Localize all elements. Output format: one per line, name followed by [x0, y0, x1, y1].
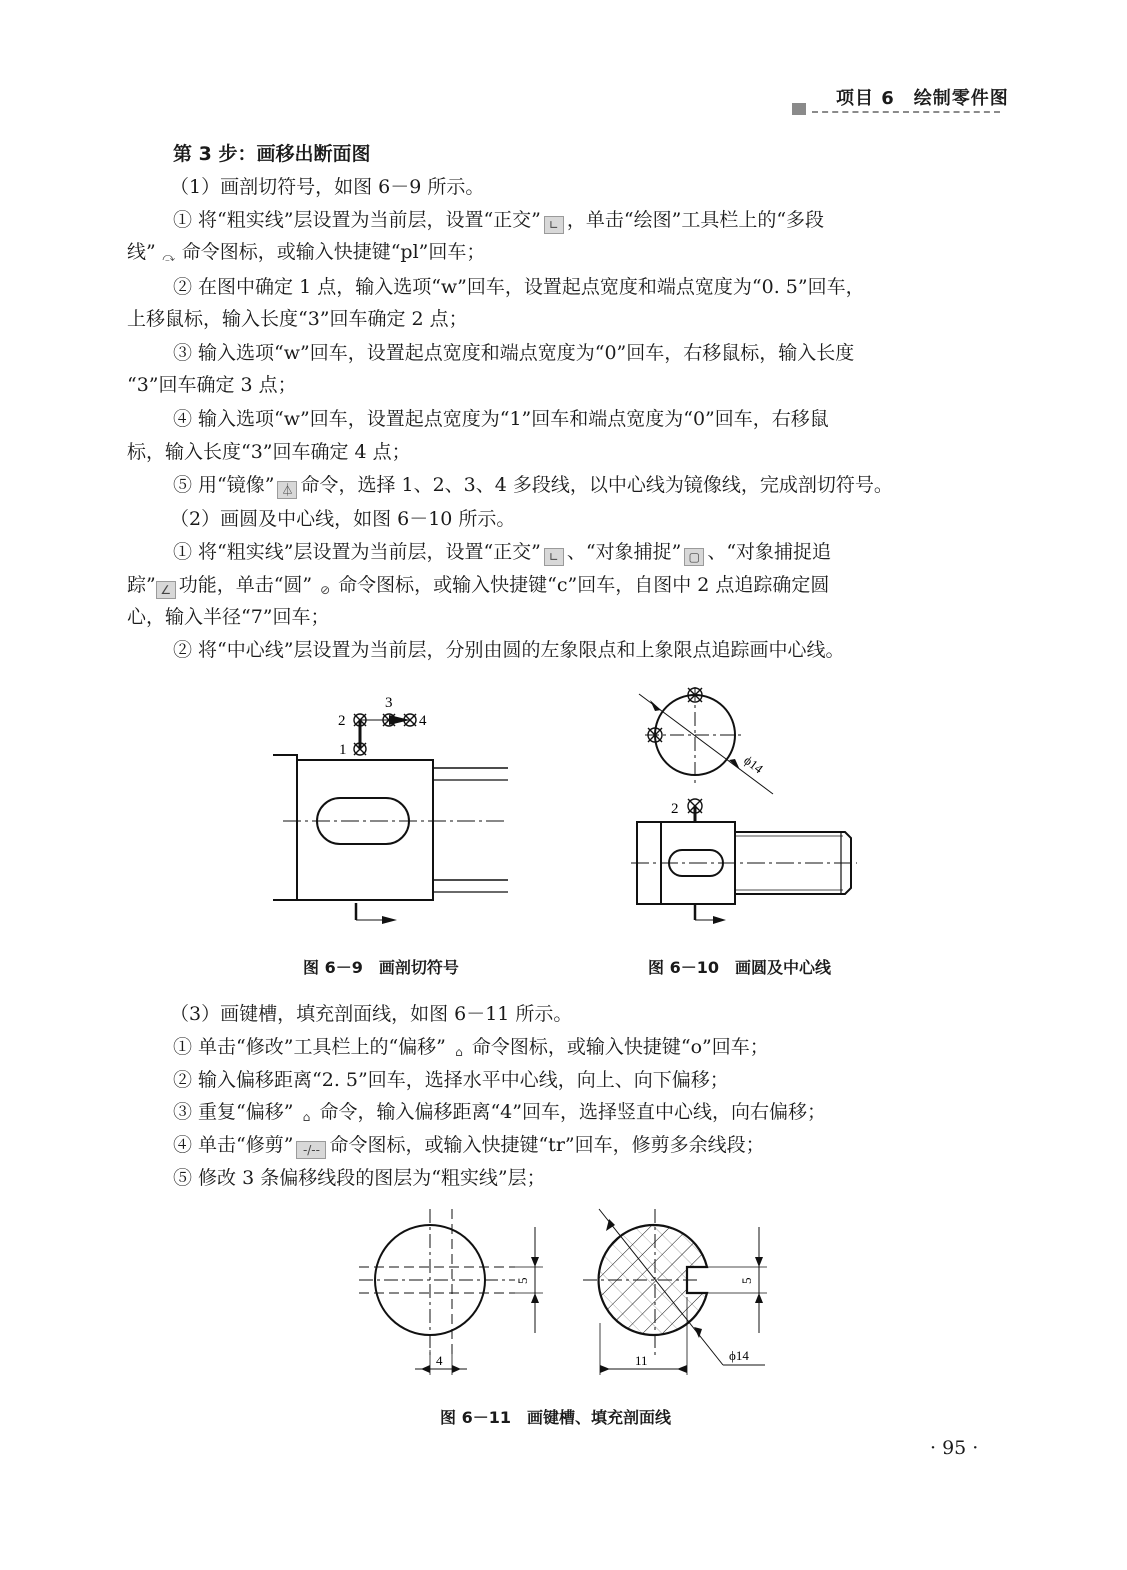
trim-icon: -/-- [296, 1141, 326, 1159]
offset-icon: ⌂ [455, 1045, 463, 1059]
mirror-icon: ⏃ [277, 481, 297, 499]
step-1-1-line1 [173, 208, 824, 234]
point-label-4: 4 [419, 713, 427, 729]
text: ③ 重复“偏移” [173, 1101, 294, 1123]
figure-6-10 [625, 682, 865, 936]
step-3-3 [173, 1100, 826, 1127]
step-3-1 [173, 1035, 769, 1062]
step-1-2-line2: 上移鼠标，输入长度“3”回车确定 2 点； [127, 308, 468, 330]
text: 命令图标，或输入快捷键“c”回车，自图中 2 点追踪确定圆 [338, 574, 830, 596]
right-dim-11: 11 [635, 1353, 648, 1368]
step-1-2-line1: ② 在图中确定 1 点，输入选项“w”回车，设置起点宽度和端点宽度为“0. 5”回车， [173, 276, 865, 298]
diameter-label: ϕ14 [741, 752, 767, 777]
text: 命令图标，或输入快捷键“tr”回车，修剪多余线段； [329, 1134, 765, 1156]
step-1-1-line2 [127, 240, 485, 267]
step-2-1-line2 [127, 573, 829, 600]
step-1-4-line1: ④ 输入选项“w”回车，设置起点宽度为“1”回车和端点宽度为“0”回车，右移鼠 [173, 408, 829, 430]
right-dim-5: 5 [739, 1277, 754, 1284]
text: ⑤ 用“镜像” [173, 474, 275, 496]
para-1: （1）画剖切符号，如图 6－9 所示。 [170, 176, 485, 198]
figure-6-9 [265, 690, 525, 934]
step-2-1-line3: 心，输入半径“7”回车； [127, 606, 330, 628]
text: 命令，输入偏移距离“4”回车，选择竖直中心线，向右偏移； [319, 1101, 826, 1123]
text: ① 将“粗实线”层设置为当前层，设置“正交” [173, 209, 541, 231]
figure-6-10-caption: 图 6－10 画圆及中心线 [648, 958, 831, 977]
text: 功能，单击“圆” [178, 574, 313, 596]
page-number: · 95 · [930, 1437, 979, 1459]
point-label-2: 2 [338, 713, 346, 729]
running-header: 项目 6 绘制零件图 [836, 88, 1009, 109]
figure-6-11 [355, 1205, 775, 1389]
step-2-2: ② 将“中心线”层设置为当前层，分别由圆的左象限点和上象限点追踪画中心线。 [173, 639, 845, 661]
text: 命令图标，或输入快捷键“pl”回车； [181, 241, 486, 263]
object-snap-icon: ▢ [684, 548, 704, 566]
text: 、“对象捕捉追 [707, 541, 832, 563]
text: 、“对象捕捉” [566, 541, 682, 563]
point-label-2: 2 [671, 801, 679, 817]
section-heading: 第 3 步：画移出断面图 [173, 143, 371, 165]
text: ① 单击“修改”工具栏上的“偏移” [173, 1036, 446, 1058]
text: ① 将“粗实线”层设置为当前层，设置“正交” [173, 541, 541, 563]
figure-6-11-caption: 图 6－11 画键槽、填充剖面线 [440, 1408, 671, 1427]
ortho-icon: ∟ [544, 548, 564, 566]
polyline-icon: ⤼ [162, 250, 176, 264]
snap-tracking-icon: ∠ [156, 581, 176, 599]
step-1-3-line1: ③ 输入选项“w”回车，设置起点宽度和端点宽度为“0”回车，右移鼠标，输入长度 [173, 342, 855, 364]
step-1-5 [173, 473, 893, 499]
header-rule [812, 111, 1000, 113]
step-2-1-line1 [173, 540, 831, 566]
text: ④ 单击“修剪” [173, 1134, 294, 1156]
figure-6-9-caption: 图 6－9 画剖切符号 [303, 958, 459, 977]
right-dim-diameter: ϕ14 [729, 1348, 749, 1363]
point-label-1: 1 [339, 742, 347, 758]
text: ，单击“绘图”工具栏上的“多段 [566, 209, 825, 231]
header-marker [792, 103, 806, 115]
offset-icon: ⌂ [302, 1110, 311, 1124]
step-1-3-line2: “3”回车确定 3 点； [127, 374, 297, 396]
text: 线” [127, 241, 156, 263]
text: 命令图标，或输入快捷键“o”回车； [471, 1036, 769, 1058]
step-3-2: ② 输入偏移距离“2. 5”回车，选择水平中心线，向上、向下偏移； [173, 1069, 729, 1091]
left-dim-5: 5 [515, 1277, 530, 1284]
left-dim-4: 4 [436, 1353, 443, 1368]
ortho-icon: ∟ [544, 216, 564, 234]
step-3-5: ⑤ 修改 3 条偏移线段的图层为“粗实线”层； [173, 1167, 546, 1189]
para-3: （3）画键槽，填充剖面线，如图 6－11 所示。 [170, 1003, 573, 1025]
text: 命令，选择 1、2、3、4 多段线，以中心线为镜像线，完成剖切符号。 [300, 474, 893, 496]
point-label-3: 3 [385, 695, 393, 711]
step-1-4-line2: 标，输入长度“3”回车确定 4 点； [127, 441, 411, 463]
text: 踪” [127, 574, 156, 596]
circle-icon: ⊘ [320, 583, 331, 597]
step-3-4 [173, 1133, 765, 1159]
para-2: （2）画圆及中心线，如图 6－10 所示。 [170, 508, 516, 530]
